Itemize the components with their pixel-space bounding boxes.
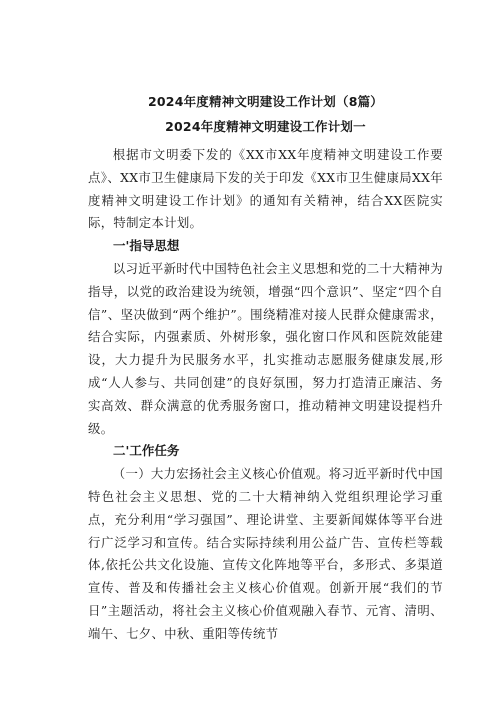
document-title: 2024年度精神文明建设工作计划（8篇） <box>148 94 383 109</box>
section-heading-guiding-ideology: 一'指导思想 <box>113 238 180 254</box>
document-subtitle: 2024年度精神文明建设工作计划一 <box>165 119 366 134</box>
intro-paragraph: 根据市文明委下发的《XX市XX年度精神文明建设工作要点》、XX市卫生健康局下发的关于印发《XX市卫生健康局XX年度精神文明建设工作计划》的通知有关精神，结合XX医院实际，特制定本计划。 <box>88 147 443 231</box>
section-heading-work-tasks: 二'工作任务 <box>113 443 180 459</box>
guiding-ideology-paragraph: 以习近平新时代中国特色社会主义思想和党的二十大精神为指导，以党的政治建设为统领，增强“四个意识”、坚定“四个自信”、坚决做到“两个维护”。围绕精准对接人民群众健康需求，结合实际，内强素质、外树形象，强化窗口作风和医院效能建设，大力提升为民服务水平，扎实推动志愿服务健康发展,形成“人人参与、共同创建”的良好氛围，努力打造清正廉洁、务实高效、群众满意的优秀服务窗口，推动精神文明建设提档升级。 <box>88 260 443 436</box>
work-tasks-paragraph: （一）大力宏扬社会主义核心价值观。将习近平新时代中国特色社会主义思想、党的二十大精神纳入党组织理论学习重点，充分利用“学习强国”、理论讲堂、主要新闻媒体等平台进行广泛学习和宣传。结合实际持续利用公益广告、宣传栏等载体,依托公共文化设施、宣传文化阵地等平台，多形式、多渠道宣传、普及和传播社会主义核心价值观。创新开展“我们的节日”主题活动，将社会主义核心价值观融入春节、元宵、清明、端午、七夕、中秋、重阳等传统节 <box>88 466 443 641</box>
